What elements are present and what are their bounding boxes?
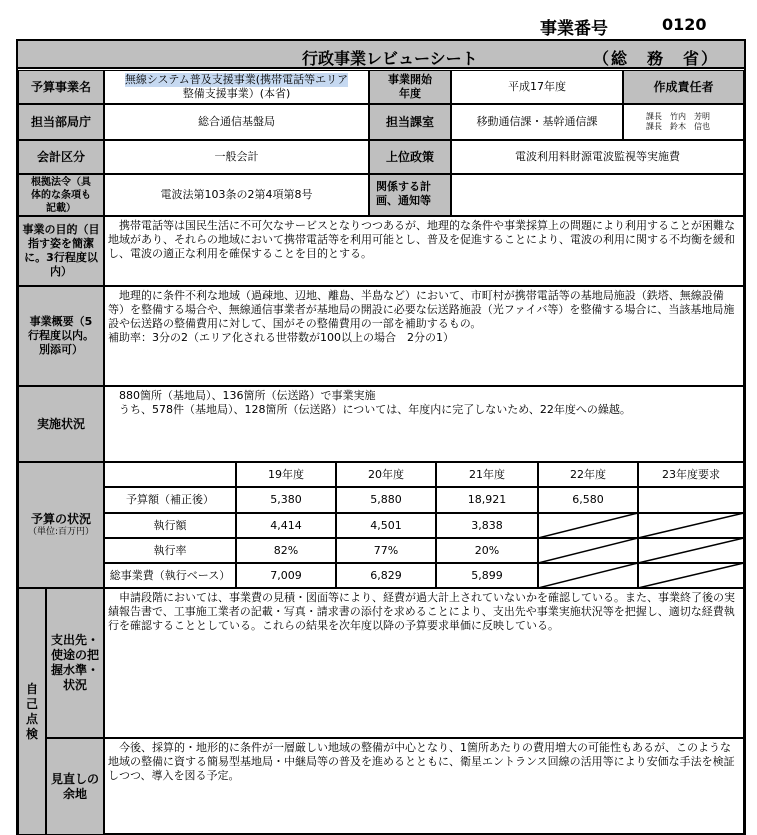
budget-year-3: 21年度 <box>436 462 538 487</box>
self-check-label: 自己点検 <box>18 588 46 835</box>
budget-cell-blank <box>638 513 744 538</box>
budget-cell: 5,380 <box>236 487 336 513</box>
section: 移動通信課・基幹通信課 <box>451 104 623 140</box>
budget-cell: 5,899 <box>436 563 538 588</box>
budget-project-name-rest: 整備支援事業）(本省) <box>182 87 291 100</box>
start-year: 平成17年度 <box>451 70 623 104</box>
budget-year-4: 22年度 <box>538 462 638 487</box>
budget-cell-blank <box>638 563 744 588</box>
status-text: 880箇所（基地局）、136箇所（伝送路）で事業実施 うち、578件（基地局）、128箇所（伝送路）については、年度内に完了しないため、22年度への繰越。 <box>104 386 744 462</box>
overview-text: 地理的に条件不利な地域（過疎地、辺地、離島、半島など）において、市町村が携帯電話等の基地局施設（鉄塔、無線設備等）を整備する場合や、無線通信事業者が基地局の開設に必要な伝送路施設（光ファイバ等）を整備する場合に、当該基地局施設や伝送路の整備費用に対して、国がその整備費用の一部を補助するもの。 補助率：3分の2（エリア化される世帯数が100以上の場合 2分の1） <box>104 286 744 386</box>
budget-unit: （単位:百万円） <box>27 527 95 537</box>
budget-cell-blank <box>638 538 744 563</box>
project-number-label: 事業番号 <box>540 19 608 39</box>
purpose-label: 事業の目的（目指す姿を簡潔に。3行程度以内） <box>18 216 104 286</box>
budget-row-label: 執行率 <box>104 538 236 563</box>
account-label: 会計区分 <box>18 140 104 174</box>
budget-year-5: 23年度要求 <box>638 462 744 487</box>
budget-row-label: 予算額（補正後） <box>104 487 236 513</box>
manager-1: 課長 竹内 芳明 <box>646 112 710 121</box>
section-label: 担当課室 <box>369 104 451 140</box>
spend-label: 支出先・使途の把握水準・状況 <box>46 588 104 738</box>
spend-text: 申請段階においては、事業費の見積・図面等により、経費が過大計上されていないかを確認している。また、事業終了後の実績報告書で、工事施工業者の記載・写真・請求書の添付を求めることにより、支出先や事業実施状況等を把握し、適切な経費執行を確認することとしている。これらの結果を次年度以降の予算要求単価に反映している。 <box>104 588 744 738</box>
budget-cell: 82% <box>236 538 336 563</box>
creator-label: 作成責任者 <box>623 70 744 104</box>
law: 電波法第103条の2第4項第8号 <box>104 174 369 216</box>
dept-label: 担当部局庁 <box>18 104 104 140</box>
review-label: 見直しの余地 <box>46 738 104 835</box>
budget-cell: 3,838 <box>436 513 538 538</box>
project-number: 0120 <box>662 15 707 34</box>
budget-cell: 7,009 <box>236 563 336 588</box>
related <box>451 174 744 216</box>
dept: 総合通信基盤局 <box>104 104 369 140</box>
budget-corner <box>104 462 236 487</box>
budget-year-1: 19年度 <box>236 462 336 487</box>
sheet-title-bar <box>16 39 746 69</box>
purpose-text: 携帯電話等は国民生活に不可欠なサービスとなりつつあるが、地理的な条件や事業採算上の問題により利用することが困難な地域があり、それらの地域において携帯電話等を利用可能とし、普及を促進することにより、電波の利用に関する不均衡を緩和し、電波の適正な利用を確保することを目的とする。 <box>104 216 744 286</box>
law-label: 根拠法令（具体的な条項も記載） <box>18 174 104 216</box>
manager-2: 課長 鈴木 信也 <box>646 122 710 131</box>
account: 一般会計 <box>104 140 369 174</box>
budget-cell-blank <box>538 513 638 538</box>
ministry-name: （総 務 省） <box>593 49 720 68</box>
related-label: 関係する計画、通知等 <box>369 174 451 216</box>
budget-cell: 5,880 <box>336 487 436 513</box>
budget-cell: 6,580 <box>538 487 638 513</box>
budget-project-label: 予算事業名 <box>18 70 104 104</box>
budget-cell-blank <box>538 538 638 563</box>
budget-cell: 6,829 <box>336 563 436 588</box>
budget-label: 予算の状況 <box>30 512 91 526</box>
budget-cell: 18,921 <box>436 487 538 513</box>
sheet-title: 行政事業レビューシート <box>302 49 478 68</box>
budget-project-name <box>104 70 369 104</box>
status-label: 実施状況 <box>18 386 104 462</box>
budget-cell: 77% <box>336 538 436 563</box>
budget-cell: 20% <box>436 538 538 563</box>
budget-row-label: 総事業費（執行ベース） <box>104 563 236 588</box>
budget-cell: 4,414 <box>236 513 336 538</box>
budget-cell <box>638 487 744 513</box>
start-year-label: 事業開始年度 <box>369 70 451 104</box>
budget-label-cell <box>18 462 104 588</box>
policy-label: 上位政策 <box>369 140 451 174</box>
budget-row-label: 執行額 <box>104 513 236 538</box>
managers <box>623 104 744 140</box>
budget-cell: 4,501 <box>336 513 436 538</box>
budget-cell-blank <box>538 563 638 588</box>
budget-year-2: 20年度 <box>336 462 436 487</box>
overview-label: 事業概要（5行程度以内。別添可） <box>18 286 104 386</box>
review-text: 今後、採算的・地形的に条件が一層厳しい地域の整備が中心となり、1箇所あたりの費用増大の可能性もあるが、このような地域の整備に資する簡易型基地局・中継局等の普及を進めるとともに、衛星エントランス回線の活用等により安価な手法を検証しつつ、導入を図る予定。 <box>104 738 744 835</box>
budget-project-name-highlight: 無線システム普及支援事業(携帯電話等エリア <box>124 73 349 86</box>
policy: 電波利用料財源電波監視等実施費 <box>451 140 744 174</box>
